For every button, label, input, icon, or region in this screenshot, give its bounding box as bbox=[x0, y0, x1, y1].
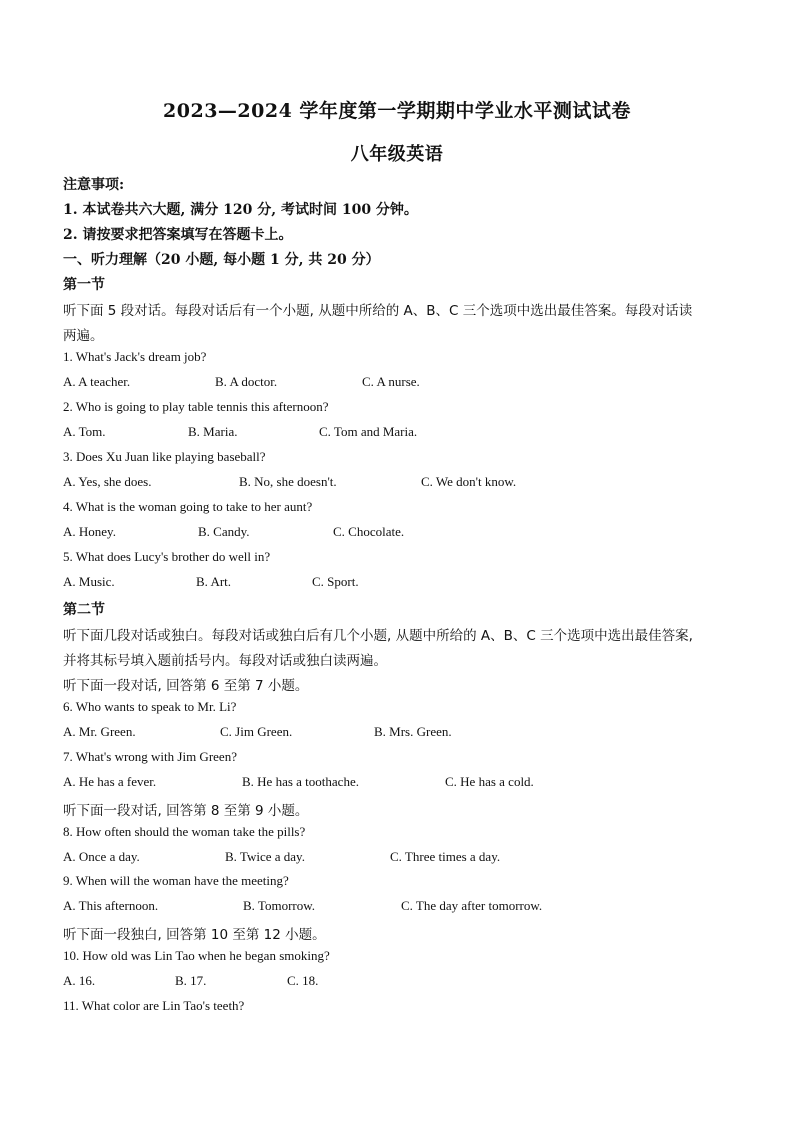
part1-instruction-cont: 两遍。 bbox=[63, 328, 104, 344]
option-a: A. Tom. bbox=[63, 424, 106, 439]
option-c: C. A nurse. bbox=[362, 374, 420, 389]
option-c: C. Three times a day. bbox=[390, 849, 501, 864]
options-8 bbox=[0, 849, 794, 867]
question-4: 4. What is the woman going to take to her aunt? bbox=[63, 499, 313, 514]
part1-instruction: 听下面 5 段对话。每段对话后有一个小题, 从题中所给的 A、B、C 三个选项中选出最佳答案。每段对话读 bbox=[63, 303, 693, 319]
option-b: B. A doctor. bbox=[215, 374, 278, 389]
option-a: A. 16. bbox=[63, 973, 96, 988]
options-3 bbox=[0, 474, 794, 492]
options-10 bbox=[0, 973, 794, 991]
option-a: A. Yes, she does. bbox=[63, 474, 152, 489]
option-a: A. Music. bbox=[63, 574, 115, 589]
option-a: A. A teacher. bbox=[63, 374, 131, 389]
part2-heading: 第二节 bbox=[63, 602, 105, 618]
group-instruction-2: 听下面一段对话, 回答第 8 至第 9 小题。 bbox=[63, 803, 309, 819]
question-1: 1. What's Jack's dream job? bbox=[63, 349, 207, 364]
option-b: B. Mrs. Green. bbox=[374, 724, 452, 739]
option-b: B. Tomorrow. bbox=[243, 898, 316, 913]
option-c: C. The day after tomorrow. bbox=[401, 898, 543, 913]
section-heading: 一、听力理解（20 小题, 每小题 1 分, 共 20 分） bbox=[63, 252, 380, 268]
option-c: C. Tom and Maria. bbox=[319, 424, 418, 439]
option-b: B. 17. bbox=[175, 973, 207, 988]
part2-instruction-cont: 并将其标号填入题前括号内。每段对话或独白读两遍。 bbox=[63, 653, 387, 669]
question-5: 5. What does Lucy's brother do well in? bbox=[63, 549, 271, 564]
option-c: C. He has a cold. bbox=[445, 774, 534, 789]
option-c: C. We don't know. bbox=[421, 474, 517, 489]
question-7: 7. What's wrong with Jim Green? bbox=[63, 749, 237, 764]
option-c: C. 18. bbox=[287, 973, 319, 988]
option-a: A. Mr. Green. bbox=[63, 724, 136, 739]
option-c: C. Jim Green. bbox=[220, 724, 293, 739]
options-4 bbox=[0, 524, 794, 542]
option-b: B. Twice a day. bbox=[225, 849, 305, 864]
question-3: 3. Does Xu Juan like playing baseball? bbox=[63, 449, 266, 464]
options-5 bbox=[0, 574, 794, 592]
options-1 bbox=[0, 374, 794, 392]
options-9 bbox=[0, 898, 794, 916]
exam-subtitle: 八年级英语 bbox=[350, 144, 444, 165]
options-2 bbox=[0, 424, 794, 442]
option-b: B. He has a toothache. bbox=[242, 774, 359, 789]
option-a: A. He has a fever. bbox=[63, 774, 157, 789]
question-6: 6. Who wants to speak to Mr. Li? bbox=[63, 699, 237, 714]
question-2: 2. Who is going to play table tennis this afternoon? bbox=[63, 399, 329, 414]
notes-heading: 注意事项: bbox=[63, 177, 125, 193]
question-9: 9. When will the woman have the meeting? bbox=[63, 873, 289, 888]
option-b: B. Candy. bbox=[198, 524, 250, 539]
notes-item-1: 1. 本试卷共六大题, 满分 120 分, 考试时间 100 分钟。 bbox=[63, 202, 418, 218]
question-8: 8. How often should the woman take the pills? bbox=[63, 824, 306, 839]
question-10: 10. How old was Lin Tao when he began smoking? bbox=[63, 948, 330, 963]
option-a: A. This afternoon. bbox=[63, 898, 159, 913]
exam-title: 2023—2024 学年度第一学期期中学业水平测试试卷 bbox=[163, 100, 631, 122]
option-c: C. Chocolate. bbox=[333, 524, 405, 539]
option-c: C. Sport. bbox=[312, 574, 359, 589]
question-11: 11. What color are Lin Tao's teeth? bbox=[63, 998, 245, 1013]
option-b: B. Maria. bbox=[188, 424, 238, 439]
options-7 bbox=[0, 774, 794, 792]
options-6 bbox=[0, 724, 794, 742]
group-instruction-3: 听下面一段独白, 回答第 10 至第 12 小题。 bbox=[63, 927, 326, 943]
group-instruction-1: 听下面一段对话, 回答第 6 至第 7 小题。 bbox=[63, 678, 309, 694]
notes-item-2: 2. 请按要求把答案填写在答题卡上。 bbox=[63, 227, 293, 243]
option-b: B. Art. bbox=[196, 574, 232, 589]
option-a: A. Once a day. bbox=[63, 849, 140, 864]
part2-instruction: 听下面几段对话或独白。每段对话或独白后有几个小题, 从题中所给的 A、B、C 三个选项中选出最佳答案, bbox=[63, 628, 693, 644]
part1-heading: 第一节 bbox=[63, 277, 105, 293]
option-b: B. No, she doesn't. bbox=[239, 474, 337, 489]
option-a: A. Honey. bbox=[63, 524, 116, 539]
